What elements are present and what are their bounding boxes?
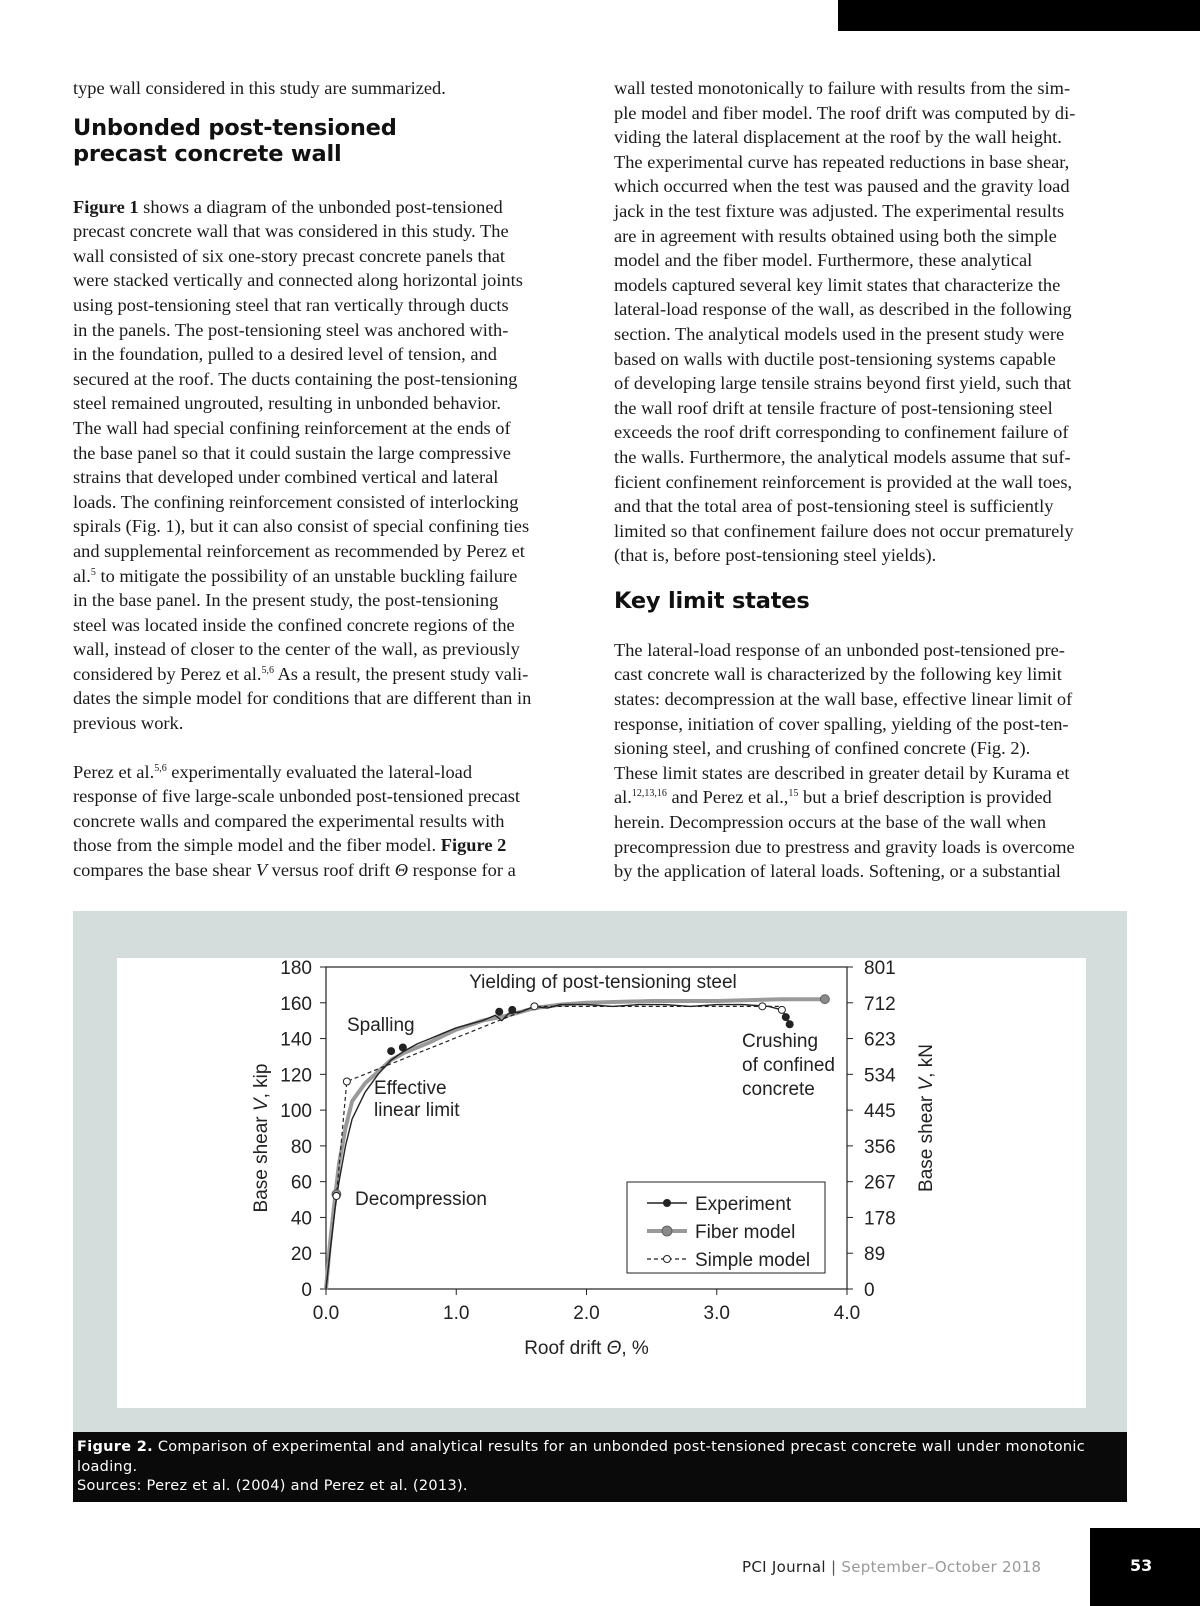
- y-tick-label: 160: [280, 993, 312, 1015]
- annotation-yielding: Yielding of post-tensioning steel: [469, 972, 737, 993]
- x-tick-label: 3.0: [703, 1303, 730, 1324]
- chart-area: [117, 958, 1086, 1408]
- x-tick-label: 0.0: [312, 1303, 340, 1324]
- top-black-bar: [838, 0, 1200, 31]
- y2-tick-label: 623: [864, 1029, 896, 1051]
- legend-simple-marker: [664, 1256, 671, 1263]
- y-tick-label: 0: [301, 1280, 312, 1301]
- y2-tick-label: 89: [864, 1244, 886, 1266]
- y-tick-label: 120: [280, 1065, 312, 1087]
- x-tick-label: 4.0: [833, 1303, 861, 1324]
- simple-model-marker: [343, 1078, 350, 1085]
- experiment-marker: [495, 1008, 503, 1016]
- x-tick-label: 2.0: [573, 1303, 600, 1324]
- caption-text: Comparison of experimental and analytical results for an unbonded post-tensioned precast concrete wall under monotonic loading.: [77, 1439, 1085, 1475]
- legend-simple-label: Simple model: [695, 1250, 811, 1271]
- simple-model-marker: [778, 1006, 785, 1013]
- y-tick-label: 20: [290, 1244, 312, 1266]
- section-heading-unbonded-wall: Unbonded post-tensioned precast concrete wall: [73, 114, 397, 167]
- annotation-spalling: Spalling: [347, 1015, 415, 1036]
- annotation-effective-linear-limit: linear limit: [374, 1100, 460, 1121]
- base-shear-vs-roof-drift-chart: [117, 958, 1086, 1408]
- citation-superscript: 5: [90, 566, 96, 578]
- x-axis-label: Roof drift Θ, %: [524, 1338, 649, 1359]
- y2-tick-label: 534: [864, 1065, 896, 1087]
- y2-tick-label: 356: [864, 1136, 896, 1158]
- annotation-decompression: Decompression: [355, 1189, 487, 1210]
- experiment-marker: [508, 1006, 516, 1014]
- simple-model-marker: [531, 1003, 538, 1010]
- citation-superscript: 5,6: [154, 762, 167, 774]
- x-tick-label: 1.0: [443, 1303, 470, 1324]
- left-column: [73, 76, 588, 883]
- annotation-crushing: Crushing: [742, 1031, 819, 1052]
- section-heading-key-limit-states: Key limit states: [614, 587, 810, 614]
- issue-date: September–October 2018: [841, 1558, 1042, 1576]
- citation-superscript: 15: [788, 788, 799, 800]
- legend-fiber-marker: [662, 1226, 672, 1236]
- y2-tick-label: 0: [864, 1280, 875, 1301]
- experiment-marker: [387, 1047, 395, 1055]
- y2-tick-label: 267: [864, 1172, 896, 1194]
- y2-tick-label: 712: [864, 993, 896, 1015]
- figure-2-caption: [73, 1432, 1127, 1502]
- caption-label: Figure 2.: [77, 1439, 153, 1455]
- journal-name: PCI Journal: [742, 1558, 826, 1576]
- citation-superscript: 5,6: [261, 664, 274, 676]
- y2-tick-label: 445: [864, 1101, 896, 1123]
- caption-sources: Sources: Perez et al. (2004) and Perez et al. (2013).: [77, 1478, 468, 1494]
- y-tick-label: 140: [280, 1029, 312, 1051]
- right-column: [614, 76, 1129, 884]
- right-paragraph-2: The lateral-load response of an unbonded post-tensioned pre- cast concrete wall is characterized by the following key limit states: decompression at the wall base, effective linear limit of response, initiation of cover spalling, yielding of the post-ten- sioning steel, and crushing of confined concrete (Fig. 2). These limit states are described in greater detail by Kurama et al.$^{12,13,16}$ and Perez et al.,$^{15}$ but a brief description is provided herein. Decompression occurs at the base of the wall when precompression due to prestress and gravity loads is overcome by the application of lateral loads. Softening, or a substantial: [614, 639, 1075, 882]
- figure-1-reference: Figure 1: [73, 196, 139, 217]
- annotation-crushing: of confined: [742, 1055, 835, 1076]
- experiment-marker: [782, 1013, 790, 1021]
- page-footer: [742, 1558, 1041, 1576]
- y-tick-label: 40: [290, 1208, 312, 1230]
- annotation-effective-linear-limit: Effective: [374, 1078, 447, 1099]
- footer-separator: |: [830, 1558, 837, 1576]
- y-tick-label: 80: [290, 1136, 312, 1158]
- y2-axis-label: Base shear V, kN: [916, 1044, 937, 1192]
- y-tick-label: 60: [290, 1172, 312, 1194]
- page-number: 53: [1130, 1556, 1153, 1575]
- figure-2-panel: [73, 911, 1127, 1432]
- annotation-crushing: concrete: [742, 1079, 815, 1100]
- legend-fiber-label: Fiber model: [695, 1222, 796, 1243]
- y-tick-label: 180: [280, 958, 312, 979]
- y2-tick-label: 801: [864, 958, 896, 979]
- simple-model-marker: [333, 1192, 340, 1199]
- simple-model-marker: [759, 1003, 766, 1010]
- legend-experiment-marker: [663, 1199, 671, 1207]
- fiber-model-marker: [820, 995, 829, 1004]
- right-paragraph-1: wall tested monotonically to failure with results from the sim- ple model and fiber model. The roof drift was computed by di- viding the lateral displacement at the roof by the wall height. The experimental curve has repeated reductions in base shear, which occurred when the test was paused and the gravity load jack in the test fixture was adjusted. The experimental results are in agreement with results obtained using both the simple model and the fiber model. Furthermore, these analytical models captured several key limit states that characterize the lateral-load response of the wall, as described in the following section. The analytical models used in the present study were based on walls with ductile post-tensioning systems capable of developing large tensile strains beyond first yield, such that the wall roof drift at tensile fracture of post-tensioning steel exceeds the roof drift corresponding to confinement failure of the walls. Furthermore, the analytical models assume that suf- ficient confinement reinforcement is provided at the wall toes, and that the total area of post-tensioning steel is sufficiently limited so that confinement failure does not occur prematurely (that is, before post-tensioning steel yields).: [614, 78, 1076, 566]
- left-paragraph-2: Perez et al.$^{5,6}$ experimentally evaluated the lateral-load response of five large-scale unbonded post-tensioned precast concrete walls and compared the experimental results with those from the simple model and the fiber model. Figure 2 compares the base shear V versus roof drift Θ response for a: [73, 761, 521, 881]
- y-axis-label: Base shear V, kip: [251, 1063, 272, 1213]
- left-paragraph-1: Figure 1 shows a diagram of the unbonded post-tensioned precast concrete wall that was considered in this study. The wall consisted of six one-story precast concrete panels that were stacked vertically and connected along horizontal joints using post-tensioning steel that ran vertically through ducts in the panels. The post-tensioning steel was anchored with- in the foundation, pulled to a desired level of tension, and secured at the roof. The ducts containing the post-tensioning steel remained ungrouted, resulting in unbonded behavior. The wall had special confining reinforcement at the ends of the base panel so that it could sustain the large compressive strains that developed under combined vertical and lateral loads. The confining reinforcement consisted of interlocking spirals (Fig. 1), but it can also consist of special confining ties and supplemental reinforcement as recommended by Perez et al.$^5$ to mitigate the possibility of an unstable buckling failure in the base panel. In the present study, the post-tensioning steel was located inside the confined concrete regions of the wall, instead of closer to the center of the wall, as previously considered by Perez et al.$^{5,6}$ As a result, the present study vali- dates the simple model for conditions that are different than in previous work.: [73, 196, 532, 734]
- legend-experiment-label: Experiment: [695, 1194, 792, 1215]
- citation-superscript: 12,13,16: [631, 788, 667, 800]
- y2-tick-label: 178: [864, 1208, 896, 1230]
- figure-2-reference: Figure 2: [440, 835, 507, 856]
- left-paragraph-0: type wall considered in this study are summarized.: [73, 78, 446, 98]
- y-tick-label: 100: [280, 1101, 312, 1123]
- experiment-marker: [786, 1020, 794, 1028]
- experiment-marker: [399, 1044, 407, 1052]
